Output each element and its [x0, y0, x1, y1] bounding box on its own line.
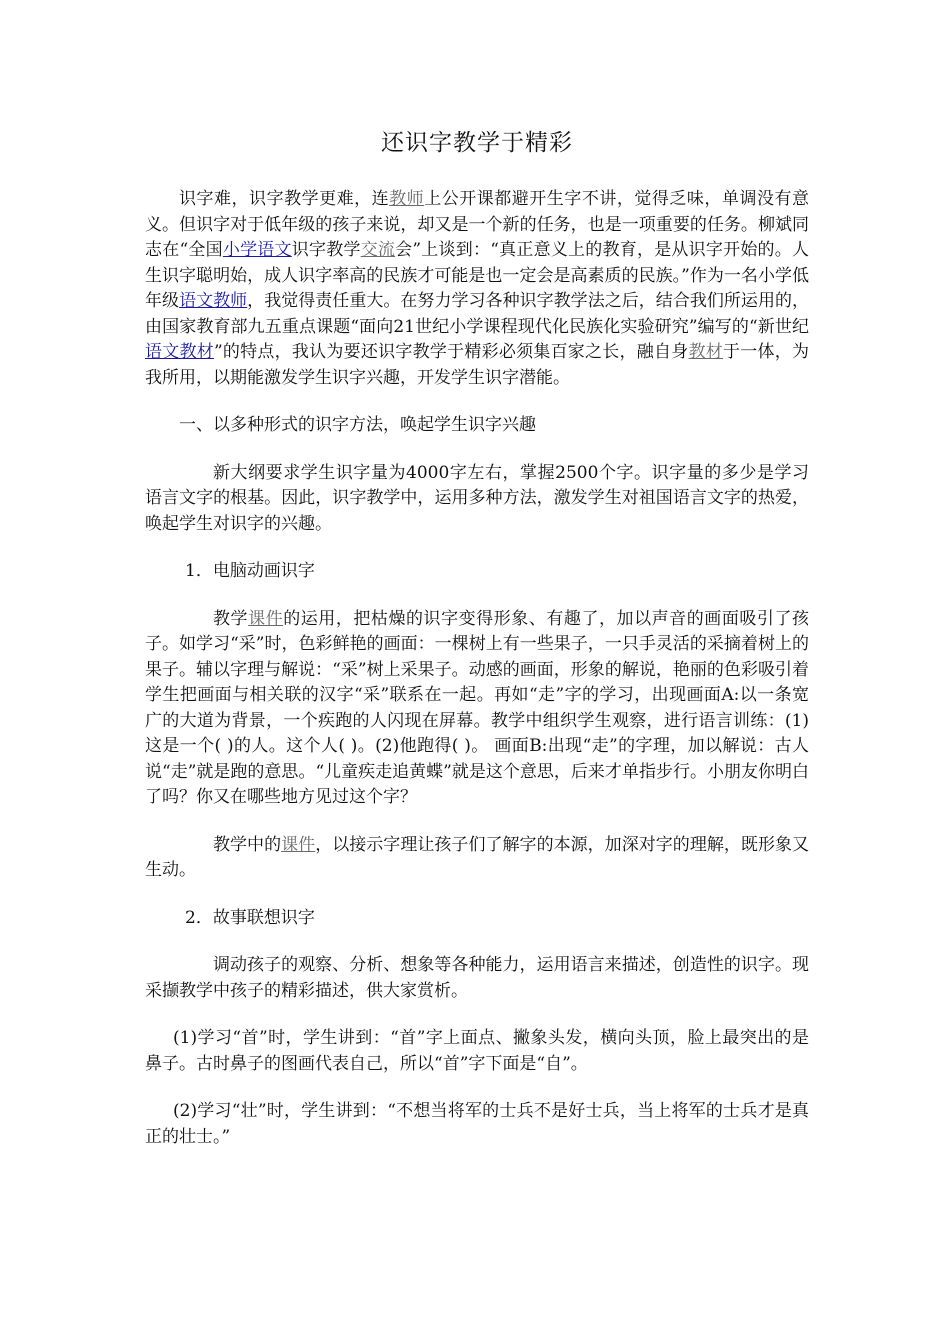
example-item-1: (1)学习“首”时，学生讲到：“首”字上面点、撇象头发，横向头顶，脸上最突出的是鼻子。古时鼻子的图画代表自己，所以“首”字下面是“自”。 — [145, 1028, 809, 1074]
subsection-2-body: 调动孩子的观察、分析、想象等各种能力，运用语言来描述，创造性的识字。现采撷教学中孩子的精彩描述，供大家赏析。 — [145, 955, 809, 1001]
subsection-heading-1: 1．电脑动画识字 — [185, 561, 315, 581]
intro-text-1: 识字难，识字教学更难，连 — [179, 189, 390, 209]
link-exchange[interactable]: 交流 — [360, 240, 396, 260]
subsection-heading-2: 2．故事联想识字 — [185, 907, 315, 928]
subsection-1-body — [145, 607, 809, 811]
sub1-text-1: 教学 — [213, 608, 249, 629]
link-courseware[interactable]: 课件 — [248, 608, 284, 629]
subsection-1-body-2 — [145, 833, 809, 884]
example-item-2: (2)学习“壮”时，学生讲到：“不想当将军的士兵不是好士兵，当上将军的士兵才是真正的壮士。” — [145, 1101, 809, 1147]
link-textbook[interactable]: 教材 — [688, 342, 724, 362]
section-heading-1: 一、以多种形式的识字方法，唤起学生识字兴趣 — [179, 415, 536, 435]
section-1-body: 新大纲要求学生识字量为4000字左右，掌握2500个字。识字量的多少是学习语言文字的根基。因此，识字教学中，运用多种方法，激发学生对祖国语言文字的热爱，唤起学生对识字的兴趣。 — [145, 462, 809, 534]
intro-paragraph — [145, 187, 809, 391]
intro-text-3: 识字教学 — [291, 240, 361, 260]
link-chinese-textbook[interactable]: 语文教材 — [145, 342, 214, 362]
link-primary-chinese[interactable]: 小学语文 — [222, 240, 292, 260]
intro-text-7: 于一体，为我所用，以期能激发学生识字兴趣，开发学生识字潜能。 — [145, 342, 810, 388]
link-teacher[interactable]: 教师 — [389, 189, 425, 209]
sub1b-text-2: ，以接示字理让孩子们了解字的本源，加深对字的理解，既形象又生动。 — [145, 834, 810, 880]
sub1-text-2: 的运用，把枯燥的识字变得形象、有趣了，加以声音的画面吸引了孩子。如学习“采”时，色彩鲜艳的画面：一棵树上有一些果子，一只手灵活的采摘着树上的果子。辅以字理与解说：“采”树上采果子。动感的画面，形象的解说，艳丽的色彩吸引着学生把画面与相关联的汉字“采”联系在一起。再如“走”字的学习，出现画面A:以一条宽广的大道为背景，一个疾跑的人闪现在屏幕。教学中组织学生观察，进行语言训练：(1)这是一个( )的人。这个人( )。(2)他跑得( )。 画面B:出现“走”的字理，加以解说：古人说“走”就是跑的意思。“儿童疾走追黄蝶”就是这个意思，后来才单指步行。小朋友你明白了吗？你又在哪些地方见过这个字？ — [145, 608, 810, 807]
link-courseware-2[interactable]: 课件 — [281, 834, 316, 855]
document-title: 还识字教学于精彩 — [381, 130, 573, 156]
intro-text-4: 会”上谈到：“真正意义上的教育，是从识字开始的。人生识字聪明始，成人识字率高的民族才可能是也一定会是高素质的民族。”作为一名小学低年级 — [145, 240, 810, 311]
link-chinese-teacher[interactable]: 语文教师 — [179, 291, 248, 311]
sub1b-text-1: 教学中的 — [213, 834, 282, 855]
intro-text-5: ，我觉得责任重大。在努力学习各种识字教学法之后，结合我们所运用的，由国家教育部九五重点课题“面向21世纪小学课程现代化民族化实验研究”编写的“新世纪 — [145, 291, 810, 337]
intro-text-6: ”的特点，我认为要还识字教学于精彩必须集百家之长，融自身 — [213, 342, 689, 362]
document-page — [145, 128, 809, 1172]
intro-text-2: 上公开课都避开生字不讲，觉得乏味，单调没有意义。但识字对于低年级的孩子来说，却又是一个新的任务，也是一项重要的任务。柳斌同志在“全国 — [145, 189, 810, 260]
